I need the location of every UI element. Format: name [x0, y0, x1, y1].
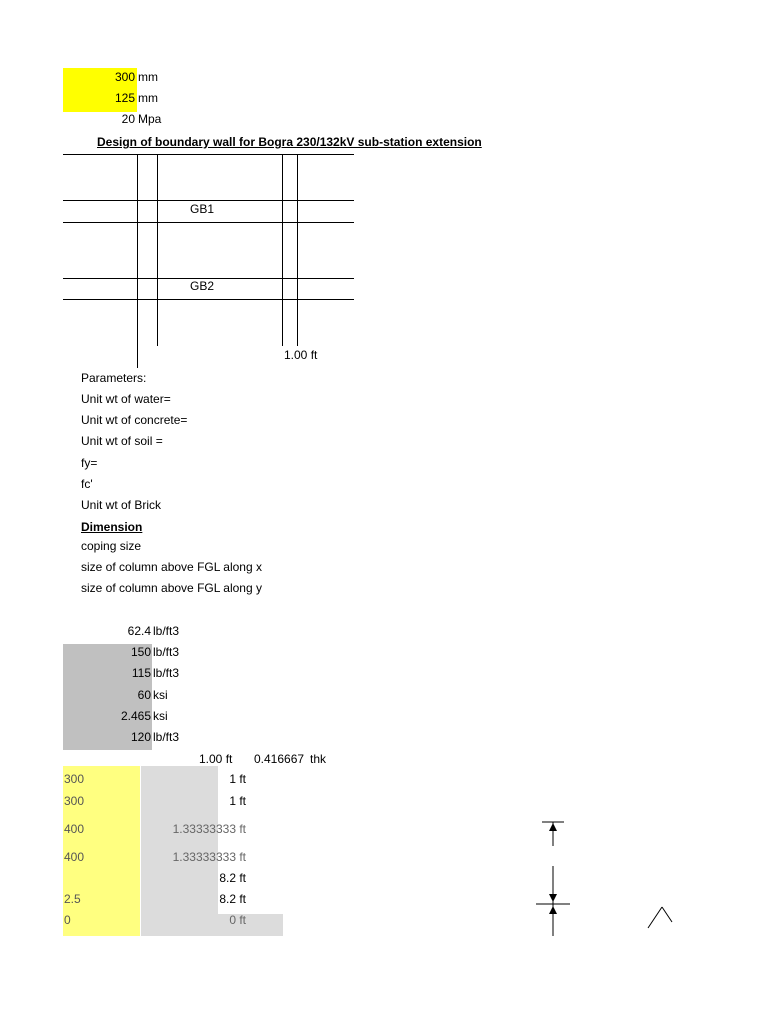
vline-left-outer	[137, 154, 138, 368]
param-unit-fy: ksi	[153, 688, 168, 702]
dim-input-2[interactable]: 300	[64, 794, 85, 808]
dim-input-3[interactable]: 400	[64, 822, 85, 836]
param-value-fc[interactable]: 2.465	[120, 709, 151, 723]
param-value-fy[interactable]: 60	[137, 688, 151, 702]
dimension-arrows-icon	[524, 816, 584, 936]
param-label-fy: fy=	[81, 456, 98, 470]
param-value-brick[interactable]: 120	[130, 730, 151, 744]
param-value-water[interactable]: 62.4	[127, 624, 151, 638]
dimension-heading: Dimension	[81, 520, 143, 534]
param-label-soil: Unit wt of soil =	[81, 434, 163, 448]
param-unit-water: lb/ft3	[153, 624, 180, 638]
diagram-dimension-label: 1.00 ft	[284, 348, 318, 362]
coping-thk-value: 0.416667	[254, 752, 305, 766]
coping-thk-label: thk	[310, 752, 327, 766]
coping-value: 1.00 ft	[199, 752, 233, 766]
dim-calc-5: 8.2 ft	[219, 871, 246, 885]
input-value-2[interactable]: 125	[114, 91, 135, 105]
param-label-fc: fc'	[81, 477, 93, 491]
param-value-concrete[interactable]: 150	[130, 645, 151, 659]
param-label-water: Unit wt of water=	[81, 392, 171, 406]
vline-right-inner	[297, 154, 298, 346]
parameters-heading: Parameters:	[81, 371, 147, 385]
dim-calc-7: 0 ft	[229, 913, 246, 927]
dim-calc-3: 1.33333333 ft	[172, 822, 246, 836]
angle-mark-icon	[646, 902, 676, 932]
param-unit-soil: lb/ft3	[153, 666, 180, 680]
dim-calc-4: 1.33333333 ft	[172, 850, 246, 864]
hline-gb1-bottom	[63, 222, 354, 223]
input-value-1[interactable]: 300	[114, 70, 135, 84]
param-unit-brick: lb/ft3	[153, 730, 180, 744]
dim-calc-6: 8.2 ft	[219, 892, 246, 906]
vline-right-outer	[282, 154, 283, 346]
dim-input-4[interactable]: 400	[64, 850, 85, 864]
dim-label-coping: coping size	[81, 539, 142, 553]
param-unit-fc: ksi	[153, 709, 168, 723]
input-unit-1: mm	[138, 70, 158, 84]
param-value-soil[interactable]: 115	[131, 666, 151, 680]
dim-input-6[interactable]: 2.5	[64, 892, 81, 906]
dim-calc-2: 1 ft	[229, 794, 246, 808]
hline-top	[63, 154, 354, 155]
vline-left-inner	[157, 154, 158, 346]
page-title: Design of boundary wall for Bogra 230/132kV sub-station extension	[97, 135, 482, 149]
hline-gb1-top	[63, 200, 354, 201]
input-value-3[interactable]: 20	[121, 112, 135, 126]
param-label-brick: Unit wt of Brick	[81, 498, 162, 512]
param-unit-concrete: lb/ft3	[153, 645, 180, 659]
beam-label-gb2: GB2	[190, 279, 215, 293]
dim-label-column-y: size of column above FGL along y	[81, 581, 262, 595]
dim-input-7[interactable]: 0	[64, 913, 71, 927]
input-unit-2: mm	[138, 91, 158, 105]
param-label-concrete: Unit wt of concrete=	[81, 413, 188, 427]
dim-input-1[interactable]: 300	[64, 772, 85, 786]
dim-calc-1: 1 ft	[229, 772, 246, 786]
hline-gb2-bottom	[63, 299, 354, 300]
beam-label-gb1: GB1	[190, 202, 215, 216]
input-unit-3: Mpa	[138, 112, 162, 126]
dim-label-column-x: size of column above FGL along x	[81, 560, 262, 574]
